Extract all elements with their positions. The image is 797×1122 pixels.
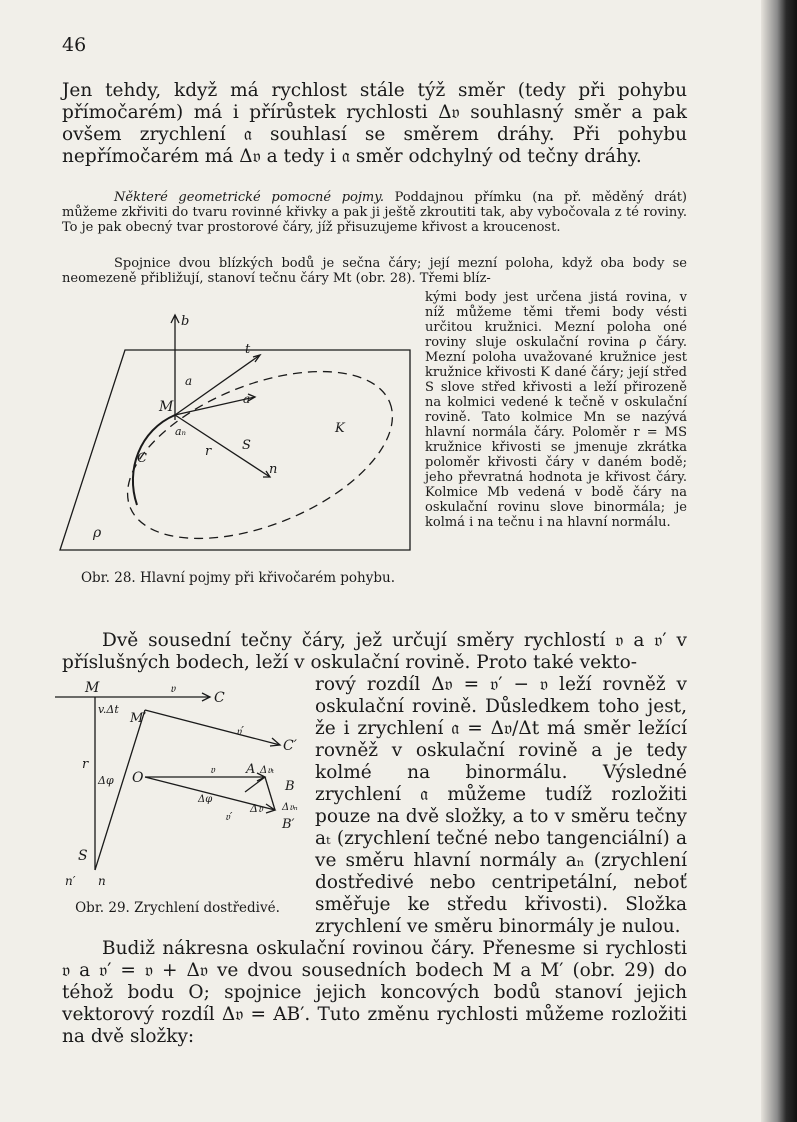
label-v: 𝔳 (170, 681, 176, 695)
figure-28-diagram (55, 305, 410, 570)
label-v-prime-o: 𝔳′ (225, 810, 233, 823)
label-v-prime: 𝔳′ (236, 724, 245, 738)
paragraph-acceleration-direction: Jen tehdy, když má rychlost stále týž směr (tedy při pohybu přímočarém) má i přírůstek rychlosti Δ𝔳 souhlasný směr a pak ovšem zrychlení 𝔞 souhlasí se směrem dráhy. Při pohybu nepřímočarém má Δ𝔳 a tedy i 𝔞 směr odchylný od tečny dráhy. (62, 80, 687, 167)
label-a: a (243, 392, 251, 406)
figure-29-caption: Obr. 29. Zrychlení dostředivé. (75, 900, 280, 916)
label-c: C (137, 451, 147, 466)
label-dv: Δ𝔳 (250, 802, 263, 815)
label-a-t: a (185, 374, 193, 388)
normal-line (175, 415, 270, 477)
paragraph-acceleration-components: rový rozdíl Δ𝔳 = 𝔳′ − 𝔳 leží rovněž v oskulační rovině. Důsledkem toho jest, že i zrychlení 𝔞 = Δ𝔳/Δt má směr ležící rovněž v oskulační rovině a je tedy kolmé na binormálu. Výsledné zrychlení 𝔞 můžeme tudíž rozložiti pouze na dvě složky, a to v směru tečny aₜ (zrychlení tečné nebo tangenciální) a ve směru hlavní normály aₙ (zrychlení dostředivé nebo centripetální, neboť směřuje ke středu křivosti). Složka zrychlení ve směru binormály je nulou. (315, 674, 687, 937)
label-o: O (132, 770, 144, 786)
label-c-prime: C′ (283, 738, 297, 754)
label-m: M (159, 399, 174, 415)
label-v-dt: v.Δt (98, 703, 119, 716)
label-b: B (285, 779, 295, 794)
label-r: r (205, 444, 212, 459)
label-r: r (82, 757, 89, 772)
label-v-o: 𝔳 (210, 763, 215, 776)
label-b: b (181, 314, 190, 329)
figure-29-diagram (50, 680, 310, 890)
paragraph-text: Poddajnou přímku (na př. měděný drát) můžeme zkřiviti do tvaru rovinné křivky a pak ji ještě zkroutiti tak, aby vybočovala z té roviny. To je pak obecný tvar prostorové čáry, jíž přisuzujeme křivost a kroucenost. (62, 190, 687, 235)
paragraph-secant-tangent: Spojnice dvou blízkých bodů je sečna čáry; její mezní poloha, když oba body se neomezeně přibližují, stanoví tečnu čáry Mt (obr. 28). Třemi blíz- (62, 256, 687, 286)
label-a-n: aₙ (175, 425, 187, 438)
label-n-prime: n′ (65, 874, 76, 888)
label-delta-phi-o: Δφ (198, 794, 213, 805)
page-edge-shadow (761, 0, 797, 1122)
tangent-line-v-prime (145, 710, 280, 745)
label-dvn: Δ𝔳ₙ (282, 802, 298, 813)
label-n: n (98, 874, 106, 888)
paragraph-osculating-plane: kými body jest určena jistá rovina, v níž můžeme těmi třemi body vésti určitou kružnici. Mezní poloha oné roviny sluje oskulační rovina ρ čáry. Mezní poloha uvažované kružnice jest kružnice křivosti K dané čáry; její střed S slove střed křivosti a leží přirozeně na kolmici vedené k tečně v oskulační rovině. Tato kolmice Mn se nazývá hlavní normála čáry. Poloměr r = MS kružnice křivosti se jmenuje zkrátka poloměr křivosti čáry v daném bodě; jeho převratná hodnota je křivost čáry. Kolmice Mb vedená v bodě čáry na oskulační rovinu slove binormála; je kolmá i na tečnu i na hlavní normálu. (425, 290, 687, 530)
delta-v-tangential (245, 777, 265, 792)
figure-28-caption: Obr. 28. Hlavní pojmy při křivočarém pohybu. (80, 570, 396, 586)
label-t: t (245, 342, 251, 357)
label-a: A (246, 762, 256, 777)
arrowheads (248, 355, 270, 477)
label-k: K (335, 421, 345, 436)
label-dvt: Δ𝔳ₜ (260, 765, 275, 776)
label-s: S (242, 438, 251, 453)
radius-m-prime-s (95, 710, 145, 870)
label-m-prime: M′ (130, 711, 147, 726)
label-c: C (214, 690, 225, 706)
section-heading: Některé geometrické pomocné pojmy. (114, 190, 384, 205)
label-rho: ρ (93, 525, 102, 541)
page-number: 46 (62, 34, 87, 56)
paragraph-geometric-concepts (62, 190, 687, 235)
label-s: S (78, 848, 88, 864)
arrow-v-prime (270, 738, 280, 746)
label-b-prime: B′ (282, 817, 295, 832)
label-n: n (269, 462, 278, 477)
paragraph-velocity-transfer: Budiž nákresna oskulační rovinou čáry. Přenesme si rychlosti 𝔳 a 𝔳′ = 𝔳 + Δ𝔳 ve dvou sousedních bodech M a M′ (obr. 29) do téhož bodu O; spojnice jejich koncových bodů stanoví jejich vektorový rozdíl Δ𝔳 = AB′. Tuto změnu rychlosti můžeme rozložiti na dvě složky: (62, 938, 687, 1047)
label-delta-phi: Δφ (98, 774, 114, 787)
label-m: M (85, 680, 100, 696)
circle-of-curvature (104, 338, 416, 573)
osculating-plane (60, 350, 410, 550)
paragraph-adjacent-tangents: Dvě sousední tečny čáry, jež určují směry rychlostí 𝔳 a 𝔳′ v příslušných bodech, leží v oskulační rovině. Proto také vekto- (62, 630, 687, 673)
